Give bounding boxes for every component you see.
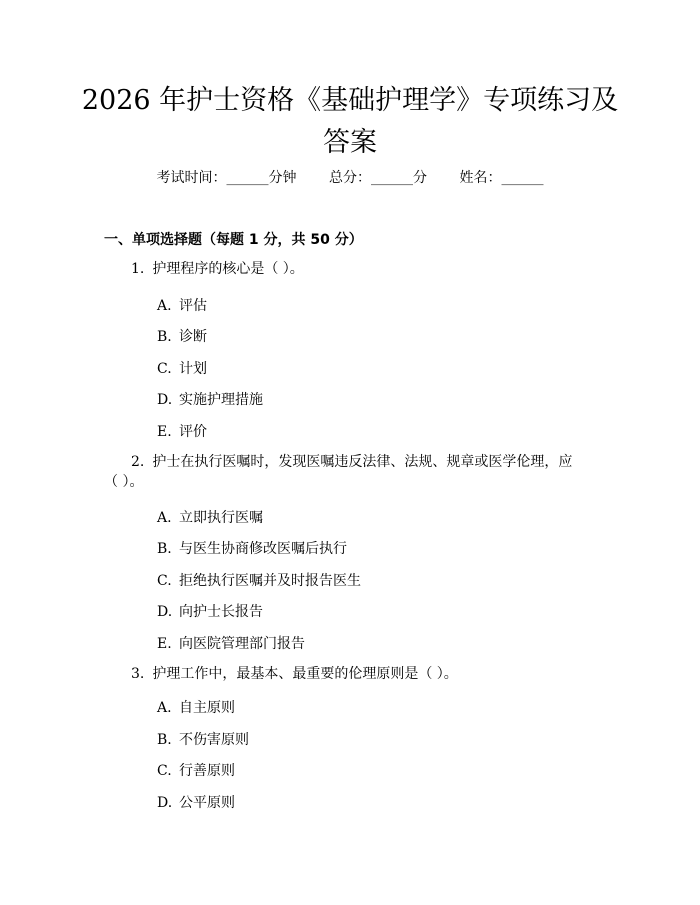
- option-letter: D.: [157, 392, 173, 408]
- question-number: 2.: [131, 454, 145, 470]
- option-1-c: [157, 358, 207, 378]
- title-line-1: 2026 年护士资格《基础护理学》专项练习及: [81, 85, 619, 116]
- total-score-unit: 分: [413, 170, 427, 186]
- option-text: 向护士长报告: [179, 604, 263, 620]
- option-3-c: [157, 760, 235, 780]
- question-3: [131, 664, 458, 684]
- option-text: 诊断: [179, 329, 207, 345]
- option-2-c: [157, 570, 361, 590]
- name-field: [459, 167, 543, 187]
- option-letter: A.: [157, 700, 172, 716]
- option-letter: B.: [157, 541, 172, 557]
- option-letter: C.: [157, 573, 172, 589]
- option-letter: A.: [157, 510, 172, 526]
- section-heading: 一、单项选择题（每题 1 分，共 50 分）: [104, 232, 363, 248]
- option-letter: D.: [157, 795, 173, 811]
- option-letter: E.: [157, 636, 172, 652]
- option-letter: C.: [157, 361, 172, 377]
- option-text: 行善原则: [179, 763, 235, 779]
- option-text: 拒绝执行医嘱并及时报告医生: [179, 573, 361, 589]
- question-1: [131, 259, 304, 279]
- option-text: 立即执行医嘱: [179, 510, 263, 526]
- option-3-a: [157, 697, 235, 717]
- option-1-a: [157, 295, 207, 315]
- title-line-2: 答案: [323, 127, 377, 158]
- question-number: 3.: [131, 666, 145, 682]
- option-1-b: [157, 326, 207, 346]
- option-text: 自主原则: [179, 700, 235, 716]
- option-3-b: [157, 729, 249, 749]
- total-score-blank: ______: [371, 170, 413, 186]
- question-2: [131, 452, 572, 472]
- exam-time-blank: ______: [226, 170, 269, 186]
- option-letter: B.: [157, 329, 172, 345]
- option-text: 评价: [179, 424, 207, 440]
- name-blank: ______: [501, 170, 544, 186]
- question-text-line-1: 护士在执行医嘱时，发现医嘱违反法律、法规、规章或医学伦理，应: [152, 454, 573, 470]
- total-score-field: [329, 167, 427, 187]
- option-1-e: [157, 421, 207, 441]
- option-letter: B.: [157, 732, 172, 748]
- question-text: 护理程序的核心是（ ）。: [152, 261, 304, 277]
- option-2-b: [157, 538, 347, 558]
- option-text: 计划: [179, 361, 207, 377]
- option-2-e: [157, 633, 305, 653]
- question-number: 1.: [131, 261, 145, 277]
- document-title: [0, 80, 700, 164]
- name-label: 姓名：: [459, 170, 502, 186]
- exam-time-label: 考试时间：: [156, 170, 227, 186]
- option-letter: D.: [157, 604, 173, 620]
- option-3-d: [157, 792, 235, 812]
- option-text: 评估: [179, 298, 207, 314]
- option-text: 向医院管理部门报告: [179, 636, 305, 652]
- option-letter: E.: [157, 424, 172, 440]
- option-2-a: [157, 507, 263, 527]
- exam-time-unit: 分钟: [268, 170, 297, 186]
- question-text: 护理工作中，最基本、最重要的伦理原则是（ ）。: [152, 666, 458, 682]
- exam-info: [0, 167, 700, 187]
- question-2-continuation: （ ）。: [104, 474, 144, 490]
- option-text: 公平原则: [179, 795, 235, 811]
- option-1-d: [157, 389, 263, 409]
- option-text: 与医生协商修改医嘱后执行: [179, 541, 347, 557]
- option-2-d: [157, 601, 263, 621]
- total-score-label: 总分：: [329, 170, 371, 186]
- option-letter: C.: [157, 763, 172, 779]
- option-text: 不伤害原则: [179, 732, 249, 748]
- option-text: 实施护理措施: [179, 392, 263, 408]
- option-letter: A.: [157, 298, 172, 314]
- exam-time-field: [157, 167, 297, 187]
